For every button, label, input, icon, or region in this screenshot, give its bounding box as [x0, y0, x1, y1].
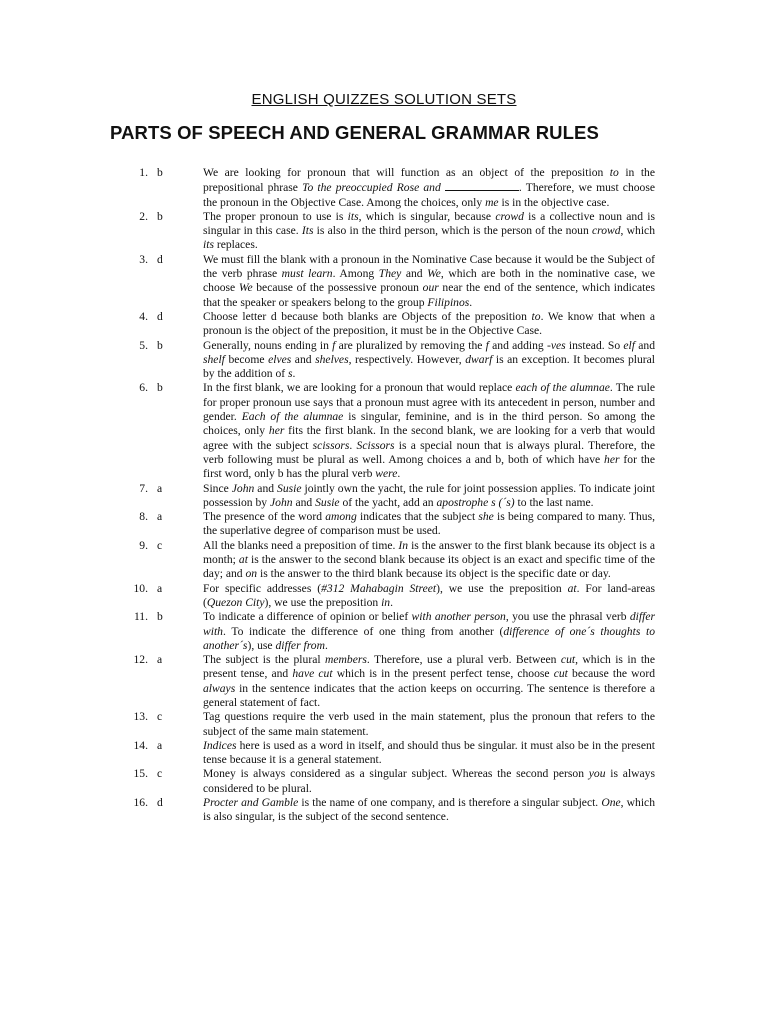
emphasis: differ with: [203, 610, 655, 638]
emphasis: among: [325, 510, 357, 524]
emphasis: on: [245, 567, 258, 581]
answer-letter: b: [157, 338, 163, 352]
explanation: In the first blank, we are looking for a pronoun that would replace each of the alumnae. The rule for proper pronoun use says that a pronoun must agree with its antecedent in person, number and gender. Each of the alumnae is singular, feminine, and is in the third person. So among the choices, only her fits the first blank. In the second blank, we are looking for a verb that would agree with the subject scissors. Scissors is a special noun that is always plural. Therefore, the verb following must be plural as well. Among choices a and b, both of which have her for the first word, only b has the plural verb were.: [203, 381, 655, 481]
emphasis: They: [378, 267, 402, 281]
emphasis: John: [270, 495, 293, 509]
answer-letter: b: [157, 381, 163, 395]
emphasis: its: [203, 238, 214, 252]
item-number: 12.: [133, 653, 148, 667]
emphasis: members: [325, 653, 367, 667]
emphasis: you: [588, 767, 606, 781]
answer-item: [0, 796, 768, 825]
explanation: Choose letter d because both blanks are Objects of the preposition to. We know that when a pronoun is the object of the preposition, it must be in the Objective Case.: [203, 309, 656, 338]
item-number: 2.: [139, 209, 148, 223]
emphasis: Its: [301, 224, 314, 238]
item-number: 4.: [139, 309, 148, 323]
item-number: 6.: [139, 381, 148, 395]
explanation: The subject is the plural members. Therefore, use a plural verb. Between cut, which is in the present tense, and have cut which is in the present perfect tense, choose cut because the word always in the sentence indicates that the action keeps on occurring. The sentence is therefore a general statement of fact.: [203, 653, 655, 709]
answer-letter: a: [157, 738, 163, 752]
emphasis: me: [485, 195, 499, 209]
emphasis: Indices: [203, 738, 237, 752]
page-title: PARTS OF SPEECH AND GENERAL GRAMMAR RULES: [110, 122, 599, 143]
emphasis: in: [381, 595, 391, 609]
emphasis: John: [231, 481, 255, 495]
emphasis: with another person: [411, 610, 506, 624]
answer-item: [0, 610, 768, 653]
emphasis: We: [238, 281, 253, 295]
emphasis: Susie: [277, 481, 302, 495]
answer-letter: a: [157, 481, 163, 495]
answer-item: [0, 739, 768, 768]
emphasis: cut: [560, 653, 576, 667]
item-number: 14.: [133, 738, 148, 752]
emphasis: each of the alumnae: [515, 381, 610, 395]
answer-letter: d: [157, 309, 163, 323]
answer-list: [0, 166, 768, 825]
answer-letter: a: [157, 510, 163, 524]
emphasis: s: [288, 367, 293, 381]
item-number: 5.: [139, 338, 148, 352]
emphasis: must learn: [281, 267, 333, 281]
explanation: Tag questions require the verb used in the main statement, plus the pronoun that refers to the subject of the same main statement.: [203, 710, 655, 738]
answer-item: [0, 310, 768, 339]
answer-item: [0, 653, 768, 710]
answer-letter: c: [157, 767, 163, 781]
emphasis: apostrophe s (´s): [436, 495, 515, 509]
explanation: To indicate a difference of opinion or belief with another person, you use the phrasal verb differ with. To indicate the difference of one thing from another (difference of one´s thoughts to another´s), use differ from.: [203, 610, 656, 652]
explanation: Procter and Gamble is the name of one company, and is therefore a singular subject. One, which is also singular, is the subject of the second sentence.: [203, 796, 655, 824]
document-header: [0, 91, 768, 108]
emphasis: Procter and Gamble: [203, 796, 299, 810]
emphasis: crowd: [591, 224, 621, 238]
emphasis: One: [601, 796, 621, 810]
emphasis: cut: [553, 667, 568, 681]
emphasis: Scissors: [356, 438, 395, 452]
answer-letter: d: [157, 252, 163, 266]
item-number: 3.: [139, 252, 148, 266]
emphasis: difference of one´s thoughts to another´s: [203, 624, 656, 652]
answer-letter: d: [157, 796, 163, 810]
emphasis: crowd: [495, 209, 524, 223]
explanation: Indices here is used as a word in itself, and should thus be singular. it must also be in the present tense because it is a general statement.: [203, 738, 655, 767]
item-number: 16.: [133, 796, 148, 810]
item-number: 1.: [139, 166, 148, 179]
emphasis: elves: [268, 352, 292, 366]
explanation: Money is always considered as a singular subject. Whereas the second person you is always considered to be plural.: [203, 767, 655, 795]
answer-item: [0, 166, 768, 210]
emphasis: shelf: [203, 352, 225, 366]
answer-letter: c: [157, 710, 163, 724]
emphasis: her: [268, 424, 285, 438]
emphasis: Each of the alumnae: [241, 410, 344, 424]
answer-item: [0, 482, 768, 511]
emphasis: shelves: [315, 352, 349, 366]
explanation: Since John and Susie jointly own the yacht, the rule for joint possession applies. To indicate joint possession by John and Susie of the yacht, add an apostrophe s (´s) to the last name.: [203, 481, 655, 509]
emphasis: #312 Mahabagin Street: [321, 581, 437, 595]
emphasis: dwarf: [465, 352, 493, 366]
explanation: We must fill the blank with a pronoun in the Nominative Case because it would be the Subject of the verb phrase must learn. Among They and We, which are both in the nominative case, we choose We because of the possessive pronoun our near the end of the sentence, which indicates that the speaker or speakers belong to the group Filipinos.: [203, 252, 656, 309]
explanation: All the blanks need a preposition of time. In is the answer to the first blank because its object is a month; at is the answer to the second blank because its object is an exact and specific time of the day; and on is the answer to the third blank because its object is the specific date or day.: [203, 538, 656, 581]
answer-letter: c: [157, 538, 163, 552]
emphasis: our: [422, 281, 439, 295]
item-number: 11.: [133, 610, 148, 624]
answer-letter: b: [157, 209, 163, 223]
explanation: Generally, nouns ending in f are pluralized by removing the f and adding -ves instead. So elf and shelf become elves and shelves, respectively. However, dwarf is an exception. It becomes plural by the addition of s.: [203, 338, 655, 381]
emphasis: always: [203, 681, 236, 695]
answer-letter: b: [157, 610, 163, 624]
emphasis: were: [375, 467, 398, 481]
emphasis: To the preoccupied Rose and: [302, 181, 441, 195]
emphasis: elf: [623, 338, 635, 352]
item-number: 13.: [133, 710, 148, 724]
item-number: 10.: [133, 581, 148, 595]
item-number: 8.: [139, 510, 148, 524]
explanation: We are looking for pronoun that will function as an object of the preposition to in the prepositional phrase To the preoccupied Rose and . Therefore, we must choose the pronoun in the Objective Case. Among the choices, only me is in the objective case.: [203, 166, 655, 209]
answer-item: [0, 539, 768, 582]
answer-item: [0, 767, 768, 796]
emphasis: We: [427, 267, 441, 281]
explanation: For specific addresses (#312 Mahabagin Street), we use the preposition at. For land-areas (Quezon City), we use the preposition in.: [203, 581, 656, 609]
emphasis: Susie: [315, 495, 340, 509]
answer-item: [0, 582, 768, 611]
answer-letter: a: [157, 581, 163, 595]
answer-item: [0, 339, 768, 382]
answer-item: [0, 710, 768, 739]
emphasis: she: [478, 510, 494, 524]
item-number: 9.: [139, 538, 148, 552]
fill-in-blank: [445, 180, 519, 191]
explanation: The proper pronoun to use is its, which is singular, because crowd is a collective noun and is singular in this case. Its is also in the third person, which is the person of the noun crowd, which its replaces.: [203, 209, 655, 252]
emphasis: have cut: [292, 667, 333, 681]
emphasis: -ves: [546, 338, 566, 352]
answer-item: [0, 381, 768, 481]
answer-item: [0, 253, 768, 310]
emphasis: Quezon City: [206, 595, 265, 609]
answer-letter: b: [157, 166, 163, 179]
emphasis: her: [604, 452, 620, 466]
emphasis: scissors: [312, 438, 350, 452]
emphasis: f: [332, 338, 336, 352]
header-text: ENGLISH QUIZZES SOLUTION SETS: [251, 91, 517, 108]
emphasis: In: [398, 538, 409, 552]
item-number: 7.: [139, 481, 148, 495]
answer-item: [0, 510, 768, 539]
answer-letter: a: [157, 653, 163, 667]
emphasis: at: [567, 581, 577, 595]
emphasis: Filipinos: [427, 295, 470, 309]
item-number: 15.: [133, 767, 148, 781]
emphasis: f: [485, 338, 489, 352]
emphasis: at: [238, 553, 248, 567]
emphasis: differ from: [275, 638, 325, 652]
emphasis: its: [347, 209, 359, 223]
emphasis: to: [531, 309, 541, 323]
emphasis: to: [609, 166, 619, 179]
explanation: The presence of the word among indicates that the subject she is being compared to many. Thus, the superlative degree of comparison must be used.: [203, 510, 656, 538]
answer-item: [0, 210, 768, 253]
